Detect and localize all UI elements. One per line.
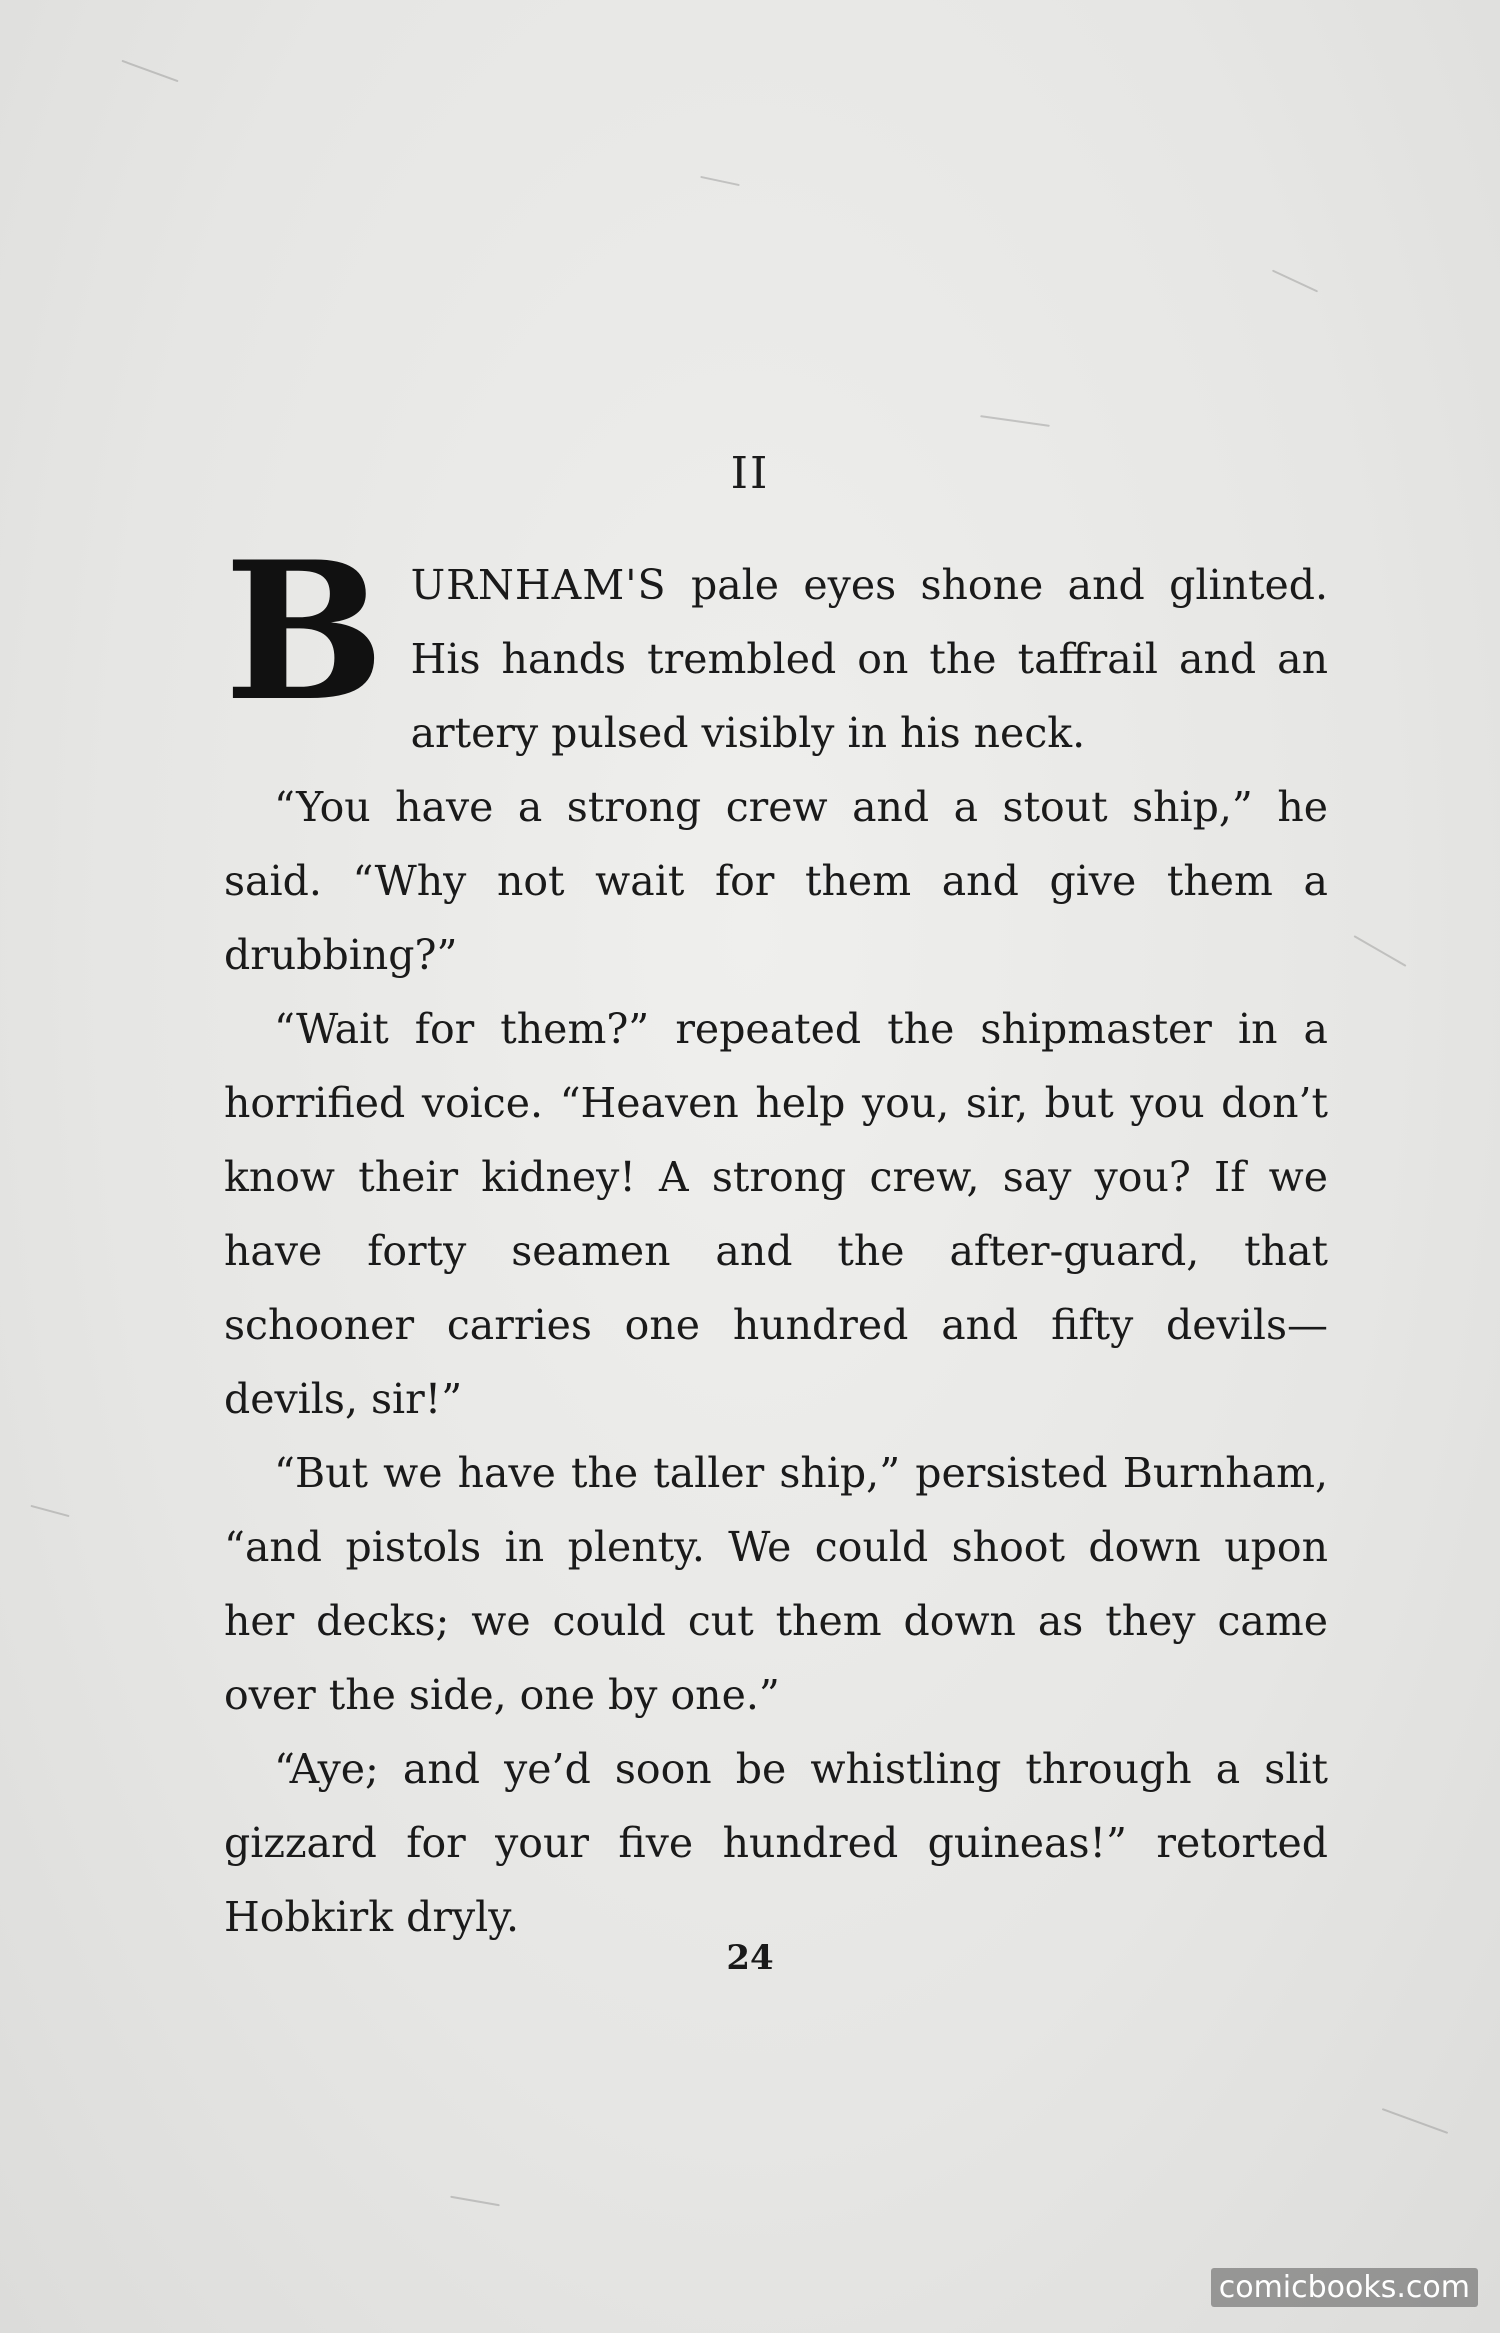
- paragraph-5: “Aye; and ye’d soon be whistling through a slit gizzard for your five hundred guineas!” retorted Hobkirk dryly.: [224, 1745, 1328, 1941]
- watermark: comicbooks.com: [1211, 2268, 1478, 2307]
- body-text: [224, 520, 1328, 1954]
- paragraph-text: pale eyes shone and glinted. His hands trembled on the taffrail and an artery pulsed visibly in his neck.: [410, 561, 1328, 757]
- paper-scratch: [1382, 2108, 1448, 2134]
- paper-scratch: [1354, 935, 1407, 967]
- paragraph-2: “You have a strong crew and a stout ship,” he said. “Why not wait for them and give them a drubbing?”: [224, 783, 1328, 979]
- opening-word: URNHAM'S: [410, 561, 667, 609]
- paragraph-4: “But we have the taller ship,” persisted Burnham, “and pistols in plenty. We could shoot down upon her decks; we could cut them down as they came over the side, one by one.”: [224, 1449, 1328, 1719]
- paragraph-3: “Wait for them?” repeated the shipmaster in a horrified voice. “Heaven help you, sir, but you don’t know their kidney! A strong crew, say you? If we have forty seamen and the after-guard, that schooner carries one hundred and fifty devils—devils, sir!”: [224, 1005, 1328, 1423]
- chapter-heading: II: [730, 448, 770, 499]
- paper-scratch: [30, 1505, 69, 1517]
- paper-scratch: [700, 176, 740, 186]
- paper-scratch: [980, 415, 1050, 427]
- paragraph-1: [224, 520, 1328, 770]
- drop-cap: B: [224, 520, 385, 743]
- paper-scratch: [121, 60, 178, 82]
- paper-scratch: [450, 2196, 500, 2207]
- paper-scratch: [1272, 270, 1318, 293]
- page-number: 24: [726, 1938, 774, 1978]
